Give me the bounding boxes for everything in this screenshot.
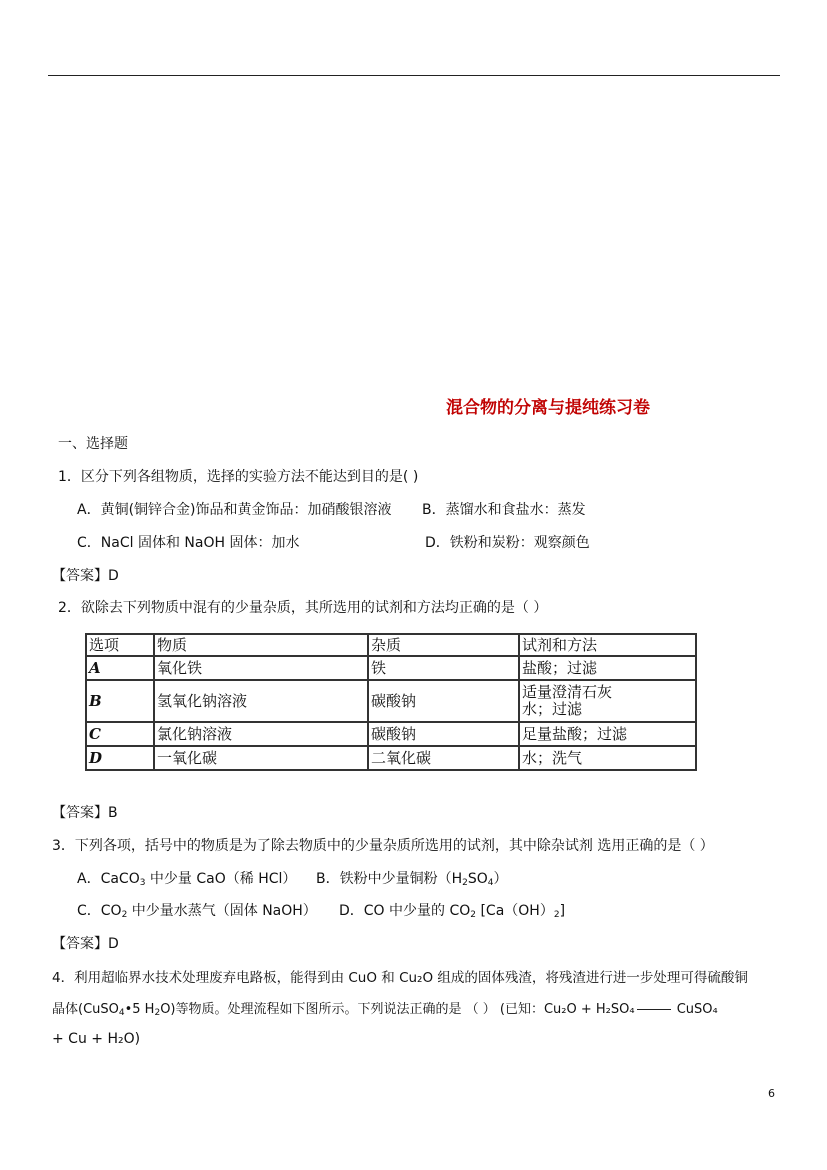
question-3-option-b: B．铁粉中少量铜粉$(H_2SO_4)$ <box>316 871 508 888</box>
table-cell-option: D <box>86 746 154 770</box>
table-header-row <box>86 634 696 656</box>
table-cell-method: 足量盐酸；过滤 <box>519 722 696 746</box>
question-2-answer: 【答案】B <box>52 805 118 821</box>
table-cell-impurity: 二氧化碳 <box>368 746 519 770</box>
question-3-stem: 3．下列各项，括号中的物质是为了除去物质中的少量杂质所选用的试剂，其中除杂试剂 选用正确的是（ ） <box>52 838 714 854</box>
table-cell-method: 适量澄清石灰水；过滤 <box>519 680 696 722</box>
question-2-table <box>85 633 697 771</box>
question-4-line-1: 4．利用超临界水技术处理废弃电路板，能得到由 CuO 和 Cu₂O 组成的固体残渣，将残渣进行进一步处理可得硫酸铜 <box>52 970 748 986</box>
question-1-option-c: C．NaCl 固体和 NaOH 固体：加水 <box>77 535 300 551</box>
table-header-cell: 杂质 <box>368 634 519 656</box>
table-header-cell: 物质 <box>154 634 368 656</box>
question-3-answer: 【答案】D <box>52 936 119 952</box>
table-cell-substance: 氢氧化钠溶液 <box>154 680 368 722</box>
document-title: 混合物的分离与提纯练习卷 <box>446 398 650 418</box>
question-1-option-d: D．铁粉和炭粉：观察颜色 <box>425 535 590 551</box>
table-cell-option: B <box>86 680 154 722</box>
table-row <box>86 656 696 680</box>
equation-line <box>637 1009 671 1010</box>
table-row <box>86 746 696 770</box>
question-3-option-a: A．CaCO$_3$ 中少量 CaO（稀 HCl） <box>77 871 297 888</box>
question-1-stem: 1．区分下列各组物质，选择的实验方法不能达到目的是( ) <box>58 469 419 485</box>
table-cell-method: 水；洗气 <box>519 746 696 770</box>
question-1-answer: 【答案】D <box>52 568 119 584</box>
table-cell-option: A <box>86 656 154 680</box>
question-4-line-2: 晶体(CuSO$_4$•5 $H_2O$)等物质。处理流程如下图所示。下列说法正确的是 （ ） (已知：Cu₂O + H₂SO₄ CuSO₄ <box>52 1002 718 1018</box>
table-cell-impurity: 碳酸钠 <box>368 722 519 746</box>
question-2-stem: 2．欲除去下列物质中混有的少量杂质，其所选用的试剂和方法均正确的是（ ） <box>58 600 548 616</box>
table-cell-impurity: 铁 <box>368 656 519 680</box>
table-row <box>86 680 696 722</box>
question-1-option-a: A．黄铜(铜锌合金)饰品和黄金饰品：加硝酸银溶液 <box>77 502 392 518</box>
table-cell-method: 盐酸；过滤 <box>519 656 696 680</box>
table-cell-substance: 氯化钠溶液 <box>154 722 368 746</box>
header-rule <box>48 75 780 76</box>
question-3-option-d: D．CO 中少量的 $CO_2$ $[Ca(OH)_2]$ <box>339 903 566 920</box>
table-header-cell: 选项 <box>86 634 154 656</box>
table-cell-substance: 氧化铁 <box>154 656 368 680</box>
table-cell-substance: 一氧化碳 <box>154 746 368 770</box>
table-header-cell: 试剂和方法 <box>519 634 696 656</box>
table-cell-option: C <box>86 722 154 746</box>
table-row <box>86 722 696 746</box>
table-cell-impurity: 碳酸钠 <box>368 680 519 722</box>
section-heading: 一、选择题 <box>58 436 128 452</box>
question-3-option-c: C．$CO_2$ 中少量水蒸气（固体 NaOH） <box>77 903 317 920</box>
question-1-option-b: B．蒸馏水和食盐水：蒸发 <box>422 502 586 518</box>
question-4-line-3: + Cu + H₂O) <box>52 1031 141 1047</box>
page-number: 6 <box>768 1087 775 1100</box>
